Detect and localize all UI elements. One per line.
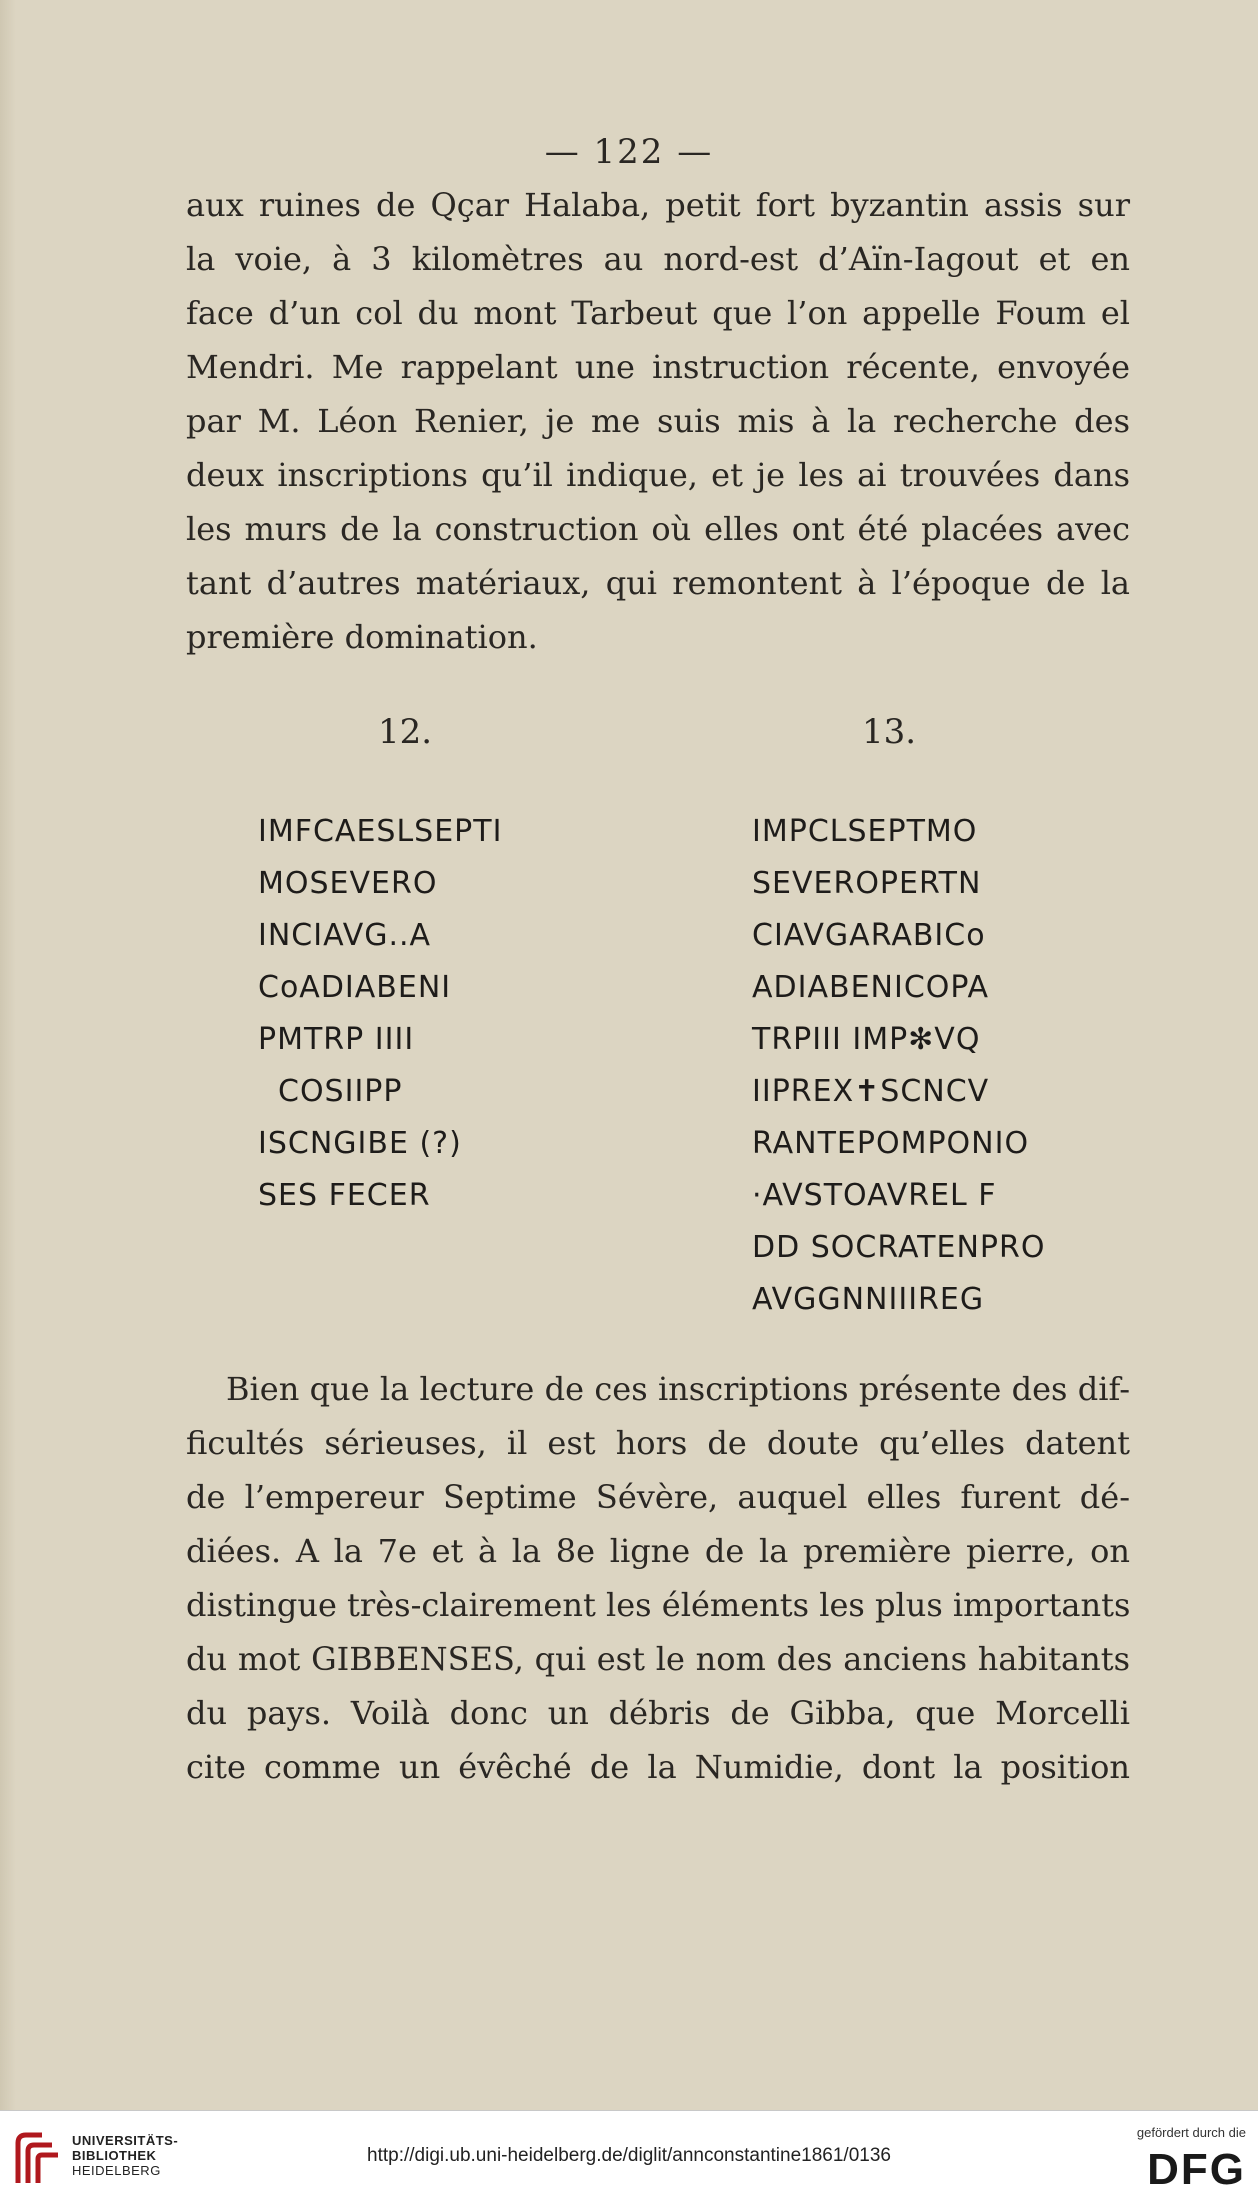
inscription-line: AVGGNNIIIREG bbox=[752, 1282, 985, 1317]
inscription-line: DD SOCRATENPRO bbox=[752, 1230, 1046, 1265]
inscription-12 bbox=[258, 806, 502, 1222]
text-line: tant d’autres matériaux, qui remontent à l’époque de la bbox=[186, 564, 1130, 602]
inscription-line: COSIIPP bbox=[278, 1074, 403, 1109]
viewer-footer bbox=[0, 2110, 1258, 2202]
text-line: les murs de la construction où elles ont été placées avec bbox=[186, 510, 1130, 548]
text-line: aux ruines de Qçar Halaba, petit fort byzantin assis sur bbox=[186, 186, 1130, 224]
inscription-line: MOSEVERO bbox=[258, 866, 438, 901]
text-line: distingue très-clairement les éléments les plus importants bbox=[186, 1586, 1131, 1624]
page-number: — 122 — bbox=[544, 132, 714, 172]
logo-line: HEIDELBERG bbox=[72, 2163, 161, 2178]
inscription-13 bbox=[752, 806, 1045, 1326]
text-line: première domination. bbox=[186, 618, 538, 656]
inscription-13-number: 13. bbox=[862, 712, 917, 752]
inscription-line: SES FECER bbox=[258, 1178, 431, 1213]
inscription-line: IIPREX✝SCNCV bbox=[752, 1074, 990, 1109]
inscription-line: CIAVGARABICo bbox=[752, 918, 986, 953]
logo-line: UNIVERSITÄTS- bbox=[72, 2133, 179, 2148]
inscription-line: SEVEROPERTN bbox=[752, 866, 982, 901]
page-gutter bbox=[0, 0, 16, 2110]
inscription-line: INCIAVG..A bbox=[258, 918, 432, 953]
text-line: Bien que la lecture de ces inscriptions présente des dif- bbox=[226, 1370, 1130, 1408]
inscription-line: IMFCAESLSEPTI bbox=[258, 814, 503, 849]
text-line: face d’un col du mont Tarbeut que l’on appelle Foum el bbox=[186, 294, 1130, 332]
dfg-logo: DFG bbox=[1147, 2145, 1246, 2194]
inscription-12-number: 12. bbox=[378, 712, 433, 752]
inscription-line: ISCNGIBE (?) bbox=[258, 1126, 462, 1161]
inscription-line: PMTRP IIII bbox=[258, 1022, 415, 1057]
inscription-line: CoADIABENI bbox=[258, 970, 452, 1005]
text-line: par M. Léon Renier, je me suis mis à la recherche des bbox=[186, 402, 1130, 440]
logo-line: BIBLIOTHEK bbox=[72, 2148, 157, 2163]
inscription-line: TRPIII IMP✻VQ bbox=[752, 1022, 981, 1057]
text-line: Mendri. Me rappelant une instruction récente, envoyée bbox=[186, 348, 1130, 386]
inscription-line: ·AVSTOAVREL F bbox=[752, 1178, 997, 1213]
inscription-line: RANTEPOMPONIO bbox=[752, 1126, 1030, 1161]
text-line: la voie, à 3 kilomètres au nord-est d’Aïn-Iagout et en bbox=[186, 240, 1130, 278]
text-line: du pays. Voilà donc un débris de Gibba, que Morcelli bbox=[186, 1694, 1130, 1732]
inscription-line: ADIABENICOPA bbox=[752, 970, 990, 1005]
paragraph-1 bbox=[186, 178, 1130, 664]
text-line: deux inscriptions qu’il indique, et je les ai trouvées dans bbox=[186, 456, 1130, 494]
paragraph-2 bbox=[186, 1362, 1130, 1794]
text-line: du mot GIBBENSES, qui est le nom des anciens habitants bbox=[186, 1640, 1130, 1678]
text-line: de l’empereur Septime Sévère, auquel elles furent dé- bbox=[186, 1478, 1130, 1516]
text-line: diées. A la 7e et à la 8e ligne de la première pierre, on bbox=[186, 1532, 1130, 1570]
text-line: cite comme un évêché de la Numidie, dont la position bbox=[186, 1748, 1130, 1786]
sponsor-label: gefördert durch die bbox=[1136, 2125, 1246, 2140]
inscription-line: IMPCLSEPTMO bbox=[752, 814, 978, 849]
permalink-url[interactable]: http://digi.ub.uni-heidelberg.de/diglit/annconstantine1861/0136 bbox=[367, 2145, 891, 2166]
text-line: ficultés sérieuses, il est hors de doute qu’elles datent bbox=[186, 1424, 1130, 1462]
